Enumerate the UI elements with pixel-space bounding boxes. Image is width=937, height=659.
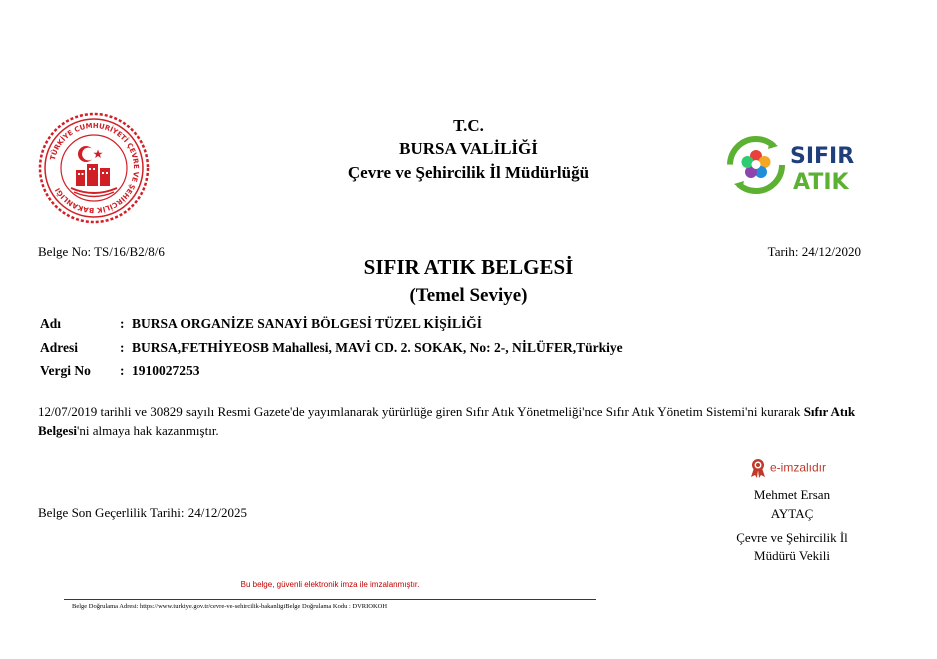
- e-imza-badge: [750, 458, 850, 478]
- e-signature-notice: Bu belge, güvenli elektronik imza ile imzalanmıştır.: [240, 580, 420, 589]
- certificate-paragraph: [38, 402, 858, 440]
- info-row-adres: [40, 340, 623, 356]
- logo-word-atik: ATIK: [793, 170, 849, 195]
- e-imza-label: e-imzalıdır: [770, 460, 827, 475]
- belge-no: Belge No: TS/16/B2/8/6: [38, 244, 165, 259]
- paragraph-text-2: 'ni almaya hak kazanmıştır.: [77, 423, 219, 438]
- verification-info: Belge Doğrulama Adresi: https://www.turkiye.gov.tr/cevre-ve-sehircilik-bakanligiBelge Doğrulama Kodu : DVRIOKOH: [72, 603, 388, 610]
- info-label-vergi: Vergi No: [40, 363, 91, 378]
- paragraph-text-1: 12/07/2019 tarihli ve 30829 sayılı Resmi Gazete'de yayımlanarak yürürlüğe giren Sıfır Atık Yönetmeliği'nce Sıfır Atık Yönetim Sistemi'ni kurarak: [38, 404, 804, 419]
- info-colon: :: [120, 363, 125, 378]
- header-mudurluk: Çevre ve Şehircilik İl Müdürlüğü: [347, 163, 590, 182]
- info-colon: :: [120, 316, 125, 331]
- belge-tarih: Tarih: 24/12/2020: [767, 244, 861, 259]
- info-row-vergi: [40, 363, 200, 379]
- paragraph-bold: Sıfır Atık Belgesi: [38, 404, 856, 438]
- info-label-adres: Adresi: [40, 340, 79, 355]
- header-valilik: BURSA VALİLİĞİ: [399, 139, 538, 158]
- info-value-adi: BURSA ORGANİZE SANAYİ BÖLGESİ TÜZEL KİŞİLİĞİ: [132, 316, 483, 331]
- signer-title-line1: Çevre ve Şehircilik İl: [736, 530, 848, 545]
- sifir-atik-logo: [726, 134, 866, 198]
- signer-name-first: Mehmet Ersan: [753, 487, 831, 502]
- document-title: SIFIR ATIK BELGESİ: [363, 255, 574, 279]
- signer-title-line2: Müdürü Vekili: [754, 548, 830, 563]
- recycle-flower-icon: [730, 139, 782, 191]
- logo-word-sifir: SIFIR: [790, 144, 855, 169]
- info-value-vergi: 1910027253: [132, 363, 200, 378]
- document-subtitle: (Temel Seviye): [409, 285, 528, 306]
- belge-son-gecerlilik: Belge Son Geçerlilik Tarihi: 24/12/2025: [38, 505, 247, 520]
- info-colon: :: [120, 340, 125, 355]
- seal-ring-text: TÜRKİYE CUMHURİYETİ ÇEVRE VE ŞEHİRCİLİK BAKANLIĞI: [48, 121, 141, 215]
- footer-divider: [64, 599, 596, 600]
- info-row-adi: [40, 316, 482, 332]
- info-value-adres: BURSA,FETHİYEOSB Mahallesi, MAVİ CD. 2. SOKAK, No: 2-, NİLÜFER,Türkiye: [132, 340, 623, 355]
- award-ribbon-icon: [750, 458, 766, 478]
- header-tc: T.C.: [453, 116, 484, 135]
- signer-name-last: AYTAÇ: [770, 506, 814, 521]
- info-label-adi: Adı: [40, 316, 62, 331]
